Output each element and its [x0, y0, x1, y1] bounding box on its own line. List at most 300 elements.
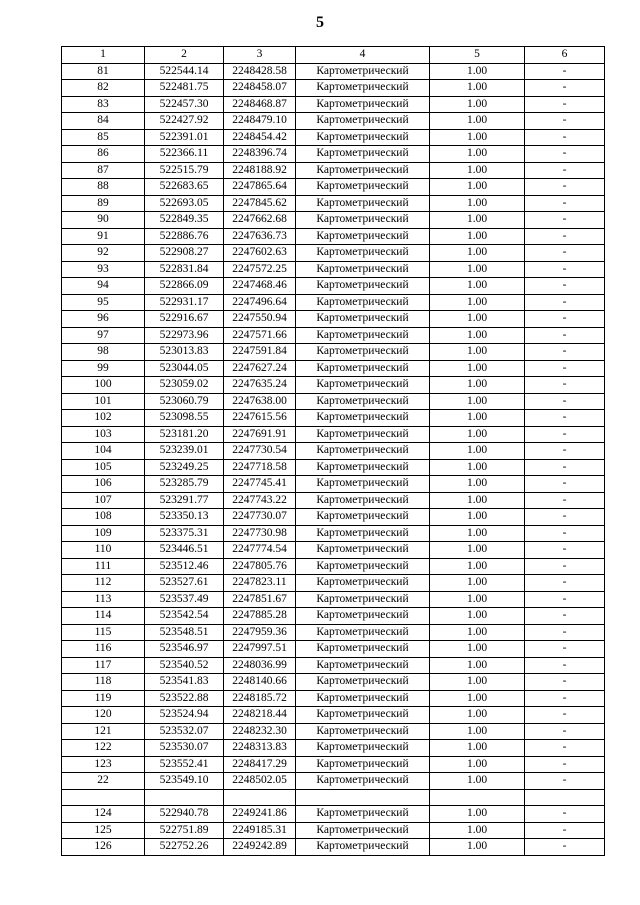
- y-coordinate-cell: 2248458.07: [224, 80, 296, 97]
- note-cell: -: [525, 162, 605, 179]
- point-number-cell: 22: [62, 773, 145, 790]
- x-coordinate-cell: 522866.09: [145, 278, 224, 295]
- method-cell: Картометрический: [296, 476, 430, 493]
- x-coordinate-cell: 522752.26: [145, 839, 224, 856]
- header-cell: 5: [430, 47, 525, 64]
- accuracy-cell: 1.00: [430, 179, 525, 196]
- y-coordinate-cell: 2248232.30: [224, 723, 296, 740]
- table-row: [62, 278, 605, 295]
- note-cell: -: [525, 360, 605, 377]
- point-number-cell: 81: [62, 63, 145, 80]
- method-cell: Картометрический: [296, 162, 430, 179]
- table-row: [62, 624, 605, 641]
- accuracy-cell: 1.00: [430, 657, 525, 674]
- accuracy-cell: 1.00: [430, 690, 525, 707]
- point-number-cell: 102: [62, 410, 145, 427]
- point-number-cell: 89: [62, 195, 145, 212]
- point-number-cell: 125: [62, 822, 145, 839]
- method-cell: Картометрический: [296, 426, 430, 443]
- method-cell: Картометрический: [296, 641, 430, 658]
- table-row: [62, 822, 605, 839]
- method-cell: Картометрический: [296, 410, 430, 427]
- x-coordinate-cell: 523044.05: [145, 360, 224, 377]
- method-cell: Картометрический: [296, 393, 430, 410]
- accuracy-cell: 1.00: [430, 245, 525, 262]
- method-cell: Картометрический: [296, 459, 430, 476]
- accuracy-cell: 1.00: [430, 476, 525, 493]
- accuracy-cell: 1.00: [430, 278, 525, 295]
- method-cell: Картометрический: [296, 591, 430, 608]
- accuracy-cell: 1.00: [430, 129, 525, 146]
- x-coordinate-cell: 523375.31: [145, 525, 224, 542]
- x-coordinate-cell: 523540.52: [145, 657, 224, 674]
- note-cell: -: [525, 410, 605, 427]
- note-cell: -: [525, 80, 605, 97]
- accuracy-cell: 1.00: [430, 393, 525, 410]
- x-coordinate-cell: 522931.17: [145, 294, 224, 311]
- point-number-cell: 93: [62, 261, 145, 278]
- accuracy-cell: 1.00: [430, 459, 525, 476]
- note-cell: -: [525, 377, 605, 394]
- method-cell: Картометрический: [296, 822, 430, 839]
- point-number-cell: 112: [62, 575, 145, 592]
- method-cell: Картометрический: [296, 377, 430, 394]
- header-cell: 3: [224, 47, 296, 64]
- y-coordinate-cell: 2247635.24: [224, 377, 296, 394]
- y-coordinate-cell: 2247591.84: [224, 344, 296, 361]
- point-number-cell: 105: [62, 459, 145, 476]
- y-coordinate-cell: 2248313.83: [224, 740, 296, 757]
- method-cell: Картометрический: [296, 278, 430, 295]
- method-cell: Картометрический: [296, 492, 430, 509]
- point-number-cell: 122: [62, 740, 145, 757]
- x-coordinate-cell: 523239.01: [145, 443, 224, 460]
- method-cell: Картометрический: [296, 839, 430, 856]
- x-coordinate-cell: 523541.83: [145, 674, 224, 691]
- header-cell: 2: [145, 47, 224, 64]
- table-row: [62, 162, 605, 179]
- y-coordinate-cell: 2247627.24: [224, 360, 296, 377]
- note-cell: -: [525, 740, 605, 757]
- note-cell: -: [525, 294, 605, 311]
- note-cell: -: [525, 443, 605, 460]
- point-number-cell: 101: [62, 393, 145, 410]
- note-cell: -: [525, 344, 605, 361]
- method-cell: Картометрический: [296, 179, 430, 196]
- note-cell: -: [525, 657, 605, 674]
- x-coordinate-cell: [145, 789, 224, 806]
- accuracy-cell: 1.00: [430, 641, 525, 658]
- y-coordinate-cell: 2247662.68: [224, 212, 296, 229]
- x-coordinate-cell: 523060.79: [145, 393, 224, 410]
- accuracy-cell: 1.00: [430, 707, 525, 724]
- header-cell: 1: [62, 47, 145, 64]
- x-coordinate-cell: 522940.78: [145, 806, 224, 823]
- note-cell: -: [525, 195, 605, 212]
- table-row: [62, 195, 605, 212]
- point-number-cell: [62, 789, 145, 806]
- y-coordinate-cell: 2247718.58: [224, 459, 296, 476]
- y-coordinate-cell: 2248218.44: [224, 707, 296, 724]
- method-cell: Картометрический: [296, 212, 430, 229]
- accuracy-cell: 1.00: [430, 492, 525, 509]
- point-number-cell: 88: [62, 179, 145, 196]
- table-row: [62, 63, 605, 80]
- y-coordinate-cell: 2247745.41: [224, 476, 296, 493]
- y-coordinate-cell: 2248468.87: [224, 96, 296, 113]
- y-coordinate-cell: 2247496.64: [224, 294, 296, 311]
- x-coordinate-cell: 523532.07: [145, 723, 224, 740]
- table-row: [62, 740, 605, 757]
- table-row: [62, 360, 605, 377]
- x-coordinate-cell: 523098.55: [145, 410, 224, 427]
- note-cell: -: [525, 608, 605, 625]
- point-number-cell: 95: [62, 294, 145, 311]
- point-number-cell: 120: [62, 707, 145, 724]
- accuracy-cell: 1.00: [430, 839, 525, 856]
- y-coordinate-cell: 2247851.67: [224, 591, 296, 608]
- page-number: 5: [316, 14, 324, 31]
- accuracy-cell: 1.00: [430, 96, 525, 113]
- method-cell: Картометрический: [296, 707, 430, 724]
- table-row: [62, 344, 605, 361]
- y-coordinate-cell: 2248502.05: [224, 773, 296, 790]
- y-coordinate-cell: 2247730.54: [224, 443, 296, 460]
- y-coordinate-cell: 2247636.73: [224, 228, 296, 245]
- x-coordinate-cell: 523546.97: [145, 641, 224, 658]
- table-row: [62, 723, 605, 740]
- point-number-cell: 96: [62, 311, 145, 328]
- y-coordinate-cell: 2248428.58: [224, 63, 296, 80]
- point-number-cell: 90: [62, 212, 145, 229]
- method-cell: Картометрический: [296, 63, 430, 80]
- accuracy-cell: 1.00: [430, 410, 525, 427]
- point-number-cell: 116: [62, 641, 145, 658]
- point-number-cell: 108: [62, 509, 145, 526]
- method-cell: Картометрический: [296, 542, 430, 559]
- x-coordinate-cell: 523013.83: [145, 344, 224, 361]
- table-row: [62, 476, 605, 493]
- accuracy-cell: 1.00: [430, 261, 525, 278]
- x-coordinate-cell: 523552.41: [145, 756, 224, 773]
- x-coordinate-cell: 523512.46: [145, 558, 224, 575]
- method-cell: Картометрический: [296, 195, 430, 212]
- method-cell: Картометрический: [296, 575, 430, 592]
- note-cell: -: [525, 707, 605, 724]
- point-number-cell: 82: [62, 80, 145, 97]
- note-cell: -: [525, 245, 605, 262]
- table-row: [62, 789, 605, 806]
- x-coordinate-cell: 522849.35: [145, 212, 224, 229]
- table-row: [62, 756, 605, 773]
- accuracy-cell: 1.00: [430, 195, 525, 212]
- table-row: [62, 80, 605, 97]
- point-number-cell: 91: [62, 228, 145, 245]
- note-cell: -: [525, 591, 605, 608]
- x-coordinate-cell: 522366.11: [145, 146, 224, 163]
- note-cell: -: [525, 839, 605, 856]
- y-coordinate-cell: 2247774.54: [224, 542, 296, 559]
- method-cell: Картометрический: [296, 129, 430, 146]
- y-coordinate-cell: 2248479.10: [224, 113, 296, 130]
- note-cell: -: [525, 393, 605, 410]
- note-cell: -: [525, 641, 605, 658]
- y-coordinate-cell: 2248036.99: [224, 657, 296, 674]
- note-cell: -: [525, 311, 605, 328]
- method-cell: Картометрический: [296, 723, 430, 740]
- note-cell: -: [525, 773, 605, 790]
- table-row: [62, 228, 605, 245]
- accuracy-cell: 1.00: [430, 294, 525, 311]
- x-coordinate-cell: 523522.88: [145, 690, 224, 707]
- point-number-cell: 83: [62, 96, 145, 113]
- point-number-cell: 84: [62, 113, 145, 130]
- table-row: [62, 113, 605, 130]
- method-cell: Картометрический: [296, 96, 430, 113]
- y-coordinate-cell: 2247571.66: [224, 327, 296, 344]
- method-cell: Картометрический: [296, 756, 430, 773]
- note-cell: -: [525, 492, 605, 509]
- table-row: [62, 591, 605, 608]
- method-cell: Картометрический: [296, 806, 430, 823]
- accuracy-cell: 1.00: [430, 162, 525, 179]
- y-coordinate-cell: 2249185.31: [224, 822, 296, 839]
- x-coordinate-cell: 523350.13: [145, 509, 224, 526]
- accuracy-cell: 1.00: [430, 674, 525, 691]
- table-row: [62, 608, 605, 625]
- accuracy-cell: 1.00: [430, 63, 525, 80]
- accuracy-cell: 1.00: [430, 773, 525, 790]
- y-coordinate-cell: 2247997.51: [224, 641, 296, 658]
- table-row: [62, 212, 605, 229]
- x-coordinate-cell: 522831.84: [145, 261, 224, 278]
- x-coordinate-cell: 523537.49: [145, 591, 224, 608]
- note-cell: -: [525, 129, 605, 146]
- note-cell: -: [525, 327, 605, 344]
- y-coordinate-cell: 2247730.98: [224, 525, 296, 542]
- accuracy-cell: 1.00: [430, 624, 525, 641]
- accuracy-cell: 1.00: [430, 212, 525, 229]
- y-coordinate-cell: 2248185.72: [224, 690, 296, 707]
- x-coordinate-cell: 523291.77: [145, 492, 224, 509]
- table-row: [62, 492, 605, 509]
- accuracy-cell: 1.00: [430, 740, 525, 757]
- x-coordinate-cell: 523542.54: [145, 608, 224, 625]
- note-cell: -: [525, 278, 605, 295]
- method-cell: Картометрический: [296, 674, 430, 691]
- method-cell: Картометрический: [296, 690, 430, 707]
- point-number-cell: 100: [62, 377, 145, 394]
- y-coordinate-cell: 2249242.89: [224, 839, 296, 856]
- y-coordinate-cell: 2247615.56: [224, 410, 296, 427]
- table-row: [62, 558, 605, 575]
- x-coordinate-cell: 522481.75: [145, 80, 224, 97]
- accuracy-cell: 1.00: [430, 509, 525, 526]
- x-coordinate-cell: 523527.61: [145, 575, 224, 592]
- point-number-cell: 86: [62, 146, 145, 163]
- note-cell: -: [525, 525, 605, 542]
- point-number-cell: 121: [62, 723, 145, 740]
- table-row: [62, 179, 605, 196]
- method-cell: [296, 789, 430, 806]
- point-number-cell: 118: [62, 674, 145, 691]
- coordinates-table: [61, 46, 605, 856]
- method-cell: Картометрический: [296, 657, 430, 674]
- method-cell: Картометрический: [296, 558, 430, 575]
- point-number-cell: 117: [62, 657, 145, 674]
- note-cell: [525, 789, 605, 806]
- table-row: [62, 690, 605, 707]
- accuracy-cell: 1.00: [430, 608, 525, 625]
- method-cell: Картометрический: [296, 311, 430, 328]
- point-number-cell: 98: [62, 344, 145, 361]
- accuracy-cell: 1.00: [430, 542, 525, 559]
- y-coordinate-cell: 2247572.25: [224, 261, 296, 278]
- note-cell: -: [525, 459, 605, 476]
- note-cell: -: [525, 723, 605, 740]
- accuracy-cell: 1.00: [430, 558, 525, 575]
- point-number-cell: 119: [62, 690, 145, 707]
- note-cell: -: [525, 146, 605, 163]
- y-coordinate-cell: 2247959.36: [224, 624, 296, 641]
- y-coordinate-cell: 2248140.66: [224, 674, 296, 691]
- accuracy-cell: 1.00: [430, 525, 525, 542]
- method-cell: Картометрический: [296, 443, 430, 460]
- y-coordinate-cell: 2247885.28: [224, 608, 296, 625]
- point-number-cell: 123: [62, 756, 145, 773]
- accuracy-cell: [430, 789, 525, 806]
- note-cell: -: [525, 558, 605, 575]
- x-coordinate-cell: 522391.01: [145, 129, 224, 146]
- x-coordinate-cell: 522908.27: [145, 245, 224, 262]
- table-row: [62, 641, 605, 658]
- table-row: [62, 426, 605, 443]
- note-cell: -: [525, 509, 605, 526]
- x-coordinate-cell: 522515.79: [145, 162, 224, 179]
- x-coordinate-cell: 522457.30: [145, 96, 224, 113]
- table-row: [62, 459, 605, 476]
- header-cell: 4: [296, 47, 430, 64]
- y-coordinate-cell: 2248396.74: [224, 146, 296, 163]
- x-coordinate-cell: 523549.10: [145, 773, 224, 790]
- table-row: [62, 261, 605, 278]
- y-coordinate-cell: 2248454.42: [224, 129, 296, 146]
- note-cell: -: [525, 806, 605, 823]
- note-cell: -: [525, 113, 605, 130]
- point-number-cell: 113: [62, 591, 145, 608]
- method-cell: Картометрический: [296, 80, 430, 97]
- method-cell: Картометрический: [296, 525, 430, 542]
- accuracy-cell: 1.00: [430, 756, 525, 773]
- accuracy-cell: 1.00: [430, 443, 525, 460]
- y-coordinate-cell: 2247805.76: [224, 558, 296, 575]
- note-cell: -: [525, 822, 605, 839]
- y-coordinate-cell: 2247550.94: [224, 311, 296, 328]
- accuracy-cell: 1.00: [430, 344, 525, 361]
- point-number-cell: 85: [62, 129, 145, 146]
- note-cell: -: [525, 756, 605, 773]
- note-cell: -: [525, 674, 605, 691]
- table-row: [62, 443, 605, 460]
- header-cell: 6: [525, 47, 605, 64]
- accuracy-cell: 1.00: [430, 113, 525, 130]
- point-number-cell: 92: [62, 245, 145, 262]
- y-coordinate-cell: 2248188.92: [224, 162, 296, 179]
- x-coordinate-cell: 522427.92: [145, 113, 224, 130]
- x-coordinate-cell: 523181.20: [145, 426, 224, 443]
- table-row: [62, 657, 605, 674]
- x-coordinate-cell: 522683.65: [145, 179, 224, 196]
- table-row: [62, 839, 605, 856]
- note-cell: -: [525, 542, 605, 559]
- table-row: [62, 294, 605, 311]
- x-coordinate-cell: 523249.25: [145, 459, 224, 476]
- table-row: [62, 96, 605, 113]
- table-row: [62, 410, 605, 427]
- note-cell: -: [525, 63, 605, 80]
- x-coordinate-cell: 522886.76: [145, 228, 224, 245]
- accuracy-cell: 1.00: [430, 591, 525, 608]
- point-number-cell: 106: [62, 476, 145, 493]
- method-cell: Картометрический: [296, 608, 430, 625]
- accuracy-cell: 1.00: [430, 80, 525, 97]
- y-coordinate-cell: 2247845.62: [224, 195, 296, 212]
- y-coordinate-cell: 2247730.07: [224, 509, 296, 526]
- y-coordinate-cell: 2247691.91: [224, 426, 296, 443]
- point-number-cell: 99: [62, 360, 145, 377]
- table-row: [62, 806, 605, 823]
- table-row: [62, 707, 605, 724]
- y-coordinate-cell: 2247602.63: [224, 245, 296, 262]
- note-cell: -: [525, 690, 605, 707]
- point-number-cell: 107: [62, 492, 145, 509]
- table-row: [62, 575, 605, 592]
- method-cell: Картометрический: [296, 624, 430, 641]
- x-coordinate-cell: 523524.94: [145, 707, 224, 724]
- point-number-cell: 109: [62, 525, 145, 542]
- x-coordinate-cell: 522693.05: [145, 195, 224, 212]
- table-row: [62, 377, 605, 394]
- x-coordinate-cell: 523530.07: [145, 740, 224, 757]
- accuracy-cell: 1.00: [430, 426, 525, 443]
- method-cell: Картометрический: [296, 740, 430, 757]
- accuracy-cell: 1.00: [430, 822, 525, 839]
- y-coordinate-cell: 2247638.00: [224, 393, 296, 410]
- header-row: [62, 47, 605, 64]
- note-cell: -: [525, 228, 605, 245]
- method-cell: Картометрический: [296, 146, 430, 163]
- x-coordinate-cell: 522544.14: [145, 63, 224, 80]
- accuracy-cell: 1.00: [430, 228, 525, 245]
- method-cell: Картометрический: [296, 245, 430, 262]
- y-coordinate-cell: 2249241.86: [224, 806, 296, 823]
- method-cell: Картометрический: [296, 294, 430, 311]
- point-number-cell: 87: [62, 162, 145, 179]
- method-cell: Картометрический: [296, 344, 430, 361]
- table-row: [62, 509, 605, 526]
- y-coordinate-cell: 2247865.64: [224, 179, 296, 196]
- point-number-cell: 124: [62, 806, 145, 823]
- y-coordinate-cell: 2247468.46: [224, 278, 296, 295]
- point-number-cell: 94: [62, 278, 145, 295]
- accuracy-cell: 1.00: [430, 327, 525, 344]
- accuracy-cell: 1.00: [430, 575, 525, 592]
- point-number-cell: 97: [62, 327, 145, 344]
- note-cell: -: [525, 179, 605, 196]
- table-row: [62, 674, 605, 691]
- point-number-cell: 114: [62, 608, 145, 625]
- x-coordinate-cell: 522751.89: [145, 822, 224, 839]
